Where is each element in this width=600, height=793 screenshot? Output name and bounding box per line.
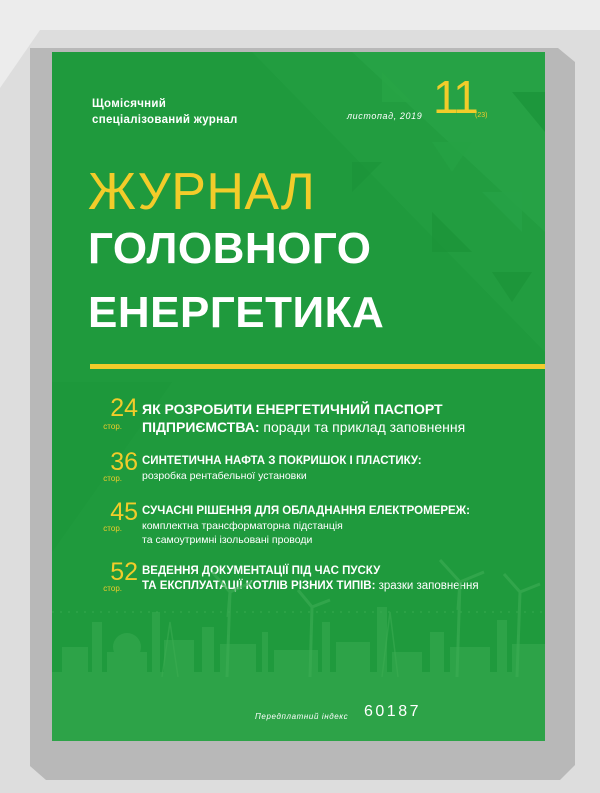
subscription-index: 60187 xyxy=(364,703,421,720)
article-subheading-regular: поради та приклад заповнення xyxy=(259,419,466,435)
article-subheading-bold: ПІДПРИЄМСТВА: xyxy=(142,419,260,435)
issue-number: 11 xyxy=(433,71,477,123)
issue-date: листопад, 2019 xyxy=(347,111,423,121)
magazine-cover xyxy=(52,52,545,741)
article-page-number: 36 xyxy=(110,448,138,476)
article-subheading xyxy=(142,418,465,436)
tagline xyxy=(92,96,238,128)
article-text xyxy=(142,400,465,436)
subscription-label: Передплатний індекс xyxy=(255,712,349,721)
title-line-2: ГОЛОВНОГО xyxy=(88,224,372,273)
title-line-3: ЕНЕРГЕТИКА xyxy=(88,288,385,337)
article-2[interactable] xyxy=(74,448,544,504)
article-heading: СИНТЕТИЧНА НАФТА З ПОКРИШОК І ПЛАСТИКУ: xyxy=(142,455,422,467)
article-page-label: стор. xyxy=(103,474,122,483)
article-3[interactable] xyxy=(74,498,544,554)
article-subheading-regular: зразки заповнення xyxy=(375,580,479,592)
tagline-line-2: спеціалізований журнал xyxy=(92,114,238,126)
article-heading: ЯК РОЗРОБИТИ ЕНЕРГЕТИЧНИЙ ПАСПОРТ xyxy=(142,401,443,417)
article-page-label: стор. xyxy=(103,584,122,593)
article-heading: ВЕДЕННЯ ДОКУМЕНТАЦІЇ ПІД ЧАС ПУСКУ xyxy=(142,565,381,577)
issue-total: (23) xyxy=(475,112,488,119)
article-subtitle: розробка рентабельної установки xyxy=(142,470,307,482)
article-heading: СУЧАСНІ РІШЕННЯ ДЛЯ ОБЛАДНАННЯ ЕЛЕКТРОМЕРЕЖ: xyxy=(142,505,470,517)
tagline-line-1: Щомісячний xyxy=(92,98,167,110)
article-subheading-bold: ТА ЕКСПЛУАТАЦІЇ КОТЛІВ РІЗНИХ ТИПІВ: xyxy=(142,580,376,592)
article-1[interactable] xyxy=(74,394,544,450)
article-page-number: 52 xyxy=(110,558,138,586)
title-divider xyxy=(90,364,545,369)
title-line-1: ЖУРНАЛ xyxy=(88,163,316,221)
article-text xyxy=(142,504,470,547)
article-text xyxy=(142,454,422,483)
article-subtitle-2: та самоутримні ізольовані проводи xyxy=(142,534,313,546)
article-page-label: стор. xyxy=(103,422,122,431)
article-subtitle: комплектна трансформаторна підстанція xyxy=(142,520,343,532)
article-page-label: стор. xyxy=(103,524,122,533)
article-page-number: 24 xyxy=(110,394,138,422)
article-page-number: 45 xyxy=(110,498,138,526)
